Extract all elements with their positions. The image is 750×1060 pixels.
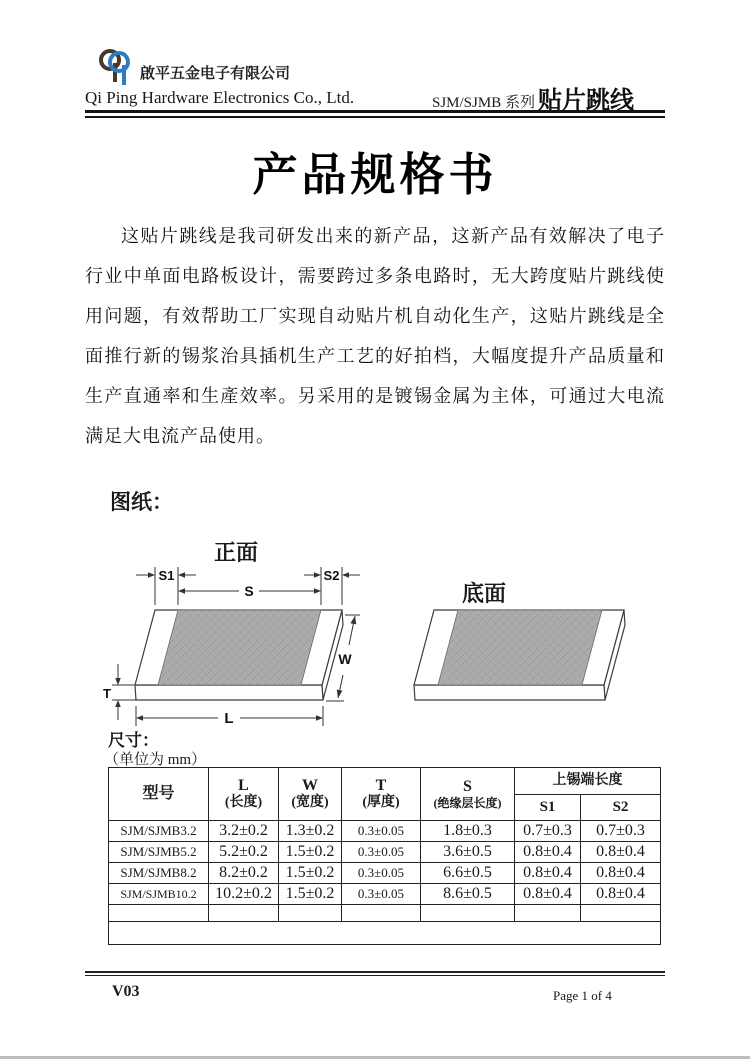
insulation-area-front bbox=[158, 610, 321, 685]
s2-cell: 0.7±0.3 bbox=[581, 821, 661, 842]
table-header-row-1 bbox=[109, 768, 661, 795]
spec-table bbox=[108, 767, 661, 945]
col-header-w-sub: (宽度) bbox=[291, 795, 329, 810]
dim-label-l: L bbox=[224, 710, 234, 727]
col-header-l-sub: (长度) bbox=[224, 795, 263, 810]
w-cell: 1.5±0.2 bbox=[279, 884, 342, 905]
page-bottom-edge bbox=[0, 1056, 750, 1059]
w-cell: 1.3±0.2 bbox=[279, 821, 342, 842]
table-row bbox=[109, 884, 661, 905]
col-header-s-letter: S bbox=[463, 778, 472, 795]
dim-label-s2: S2 bbox=[323, 568, 340, 583]
col-header-model bbox=[109, 768, 209, 821]
table-row bbox=[109, 863, 661, 884]
drawing-heading: 图纸： bbox=[110, 491, 173, 514]
insulation-area-bottom bbox=[438, 610, 602, 685]
col-header-model-label: 型号 bbox=[142, 785, 175, 802]
model-cell: SJM/SJMB8.2 bbox=[109, 863, 209, 884]
s-cell: 8.6±0.5 bbox=[421, 884, 515, 905]
col-header-tin bbox=[515, 768, 661, 795]
model-cell: SJM/SJMB3.2 bbox=[109, 821, 209, 842]
s1-cell: 0.8±0.4 bbox=[515, 863, 581, 884]
w-cell: 1.5±0.2 bbox=[279, 842, 342, 863]
dim-label-s: S bbox=[244, 583, 254, 599]
table-row bbox=[109, 821, 661, 842]
col-header-w bbox=[279, 768, 342, 821]
col-header-s1: S1 bbox=[515, 795, 581, 821]
empty-row bbox=[109, 905, 661, 922]
front-view-label: 正面 bbox=[213, 540, 258, 565]
company-logo-icon bbox=[96, 45, 138, 89]
t-cell: 0.3±0.05 bbox=[342, 821, 421, 842]
version-label: V03 bbox=[112, 983, 140, 1000]
s-cell: 6.6±0.5 bbox=[421, 863, 515, 884]
company-name-en: Qi Ping Hardware Electronics Co., Ltd. bbox=[85, 88, 355, 107]
footer-rule bbox=[85, 971, 665, 976]
size-heading: 尺寸： bbox=[108, 731, 159, 750]
series-label: SJM/SJMB 系列 bbox=[432, 95, 535, 111]
s-cell: 3.6±0.5 bbox=[421, 842, 515, 863]
col-header-w-letter: W bbox=[302, 777, 318, 794]
s1-cell: 0.8±0.4 bbox=[515, 884, 581, 905]
s-cell: 1.8±0.3 bbox=[421, 821, 515, 842]
l-cell: 10.2±0.2 bbox=[209, 884, 279, 905]
product-name-label: 贴片跳线 bbox=[538, 87, 634, 114]
page-number: Page 1 of 4 bbox=[553, 988, 612, 1003]
intro-paragraph: 这贴片跳线是我司研发出来的新产品，这新产品有效解决了电子行业中单面电路板设计，需要跨过多条电路时，无大跨度贴片跳线使用问题，有效帮助工厂实现自动贴片机自动化生产，这贴片跳线是全面推行新的锡浆治具插机生产工艺的好拍档，大幅度提升产品质量和生产直通率和生產效率。另采用的是镀锡金属为主体，可通过大电流满足大电流产品使用。 bbox=[85, 226, 665, 446]
empty-row-wide bbox=[109, 922, 661, 945]
s2-cell: 0.8±0.4 bbox=[581, 884, 661, 905]
model-cell: SJM/SJMB5.2 bbox=[109, 842, 209, 863]
w-cell: 1.5±0.2 bbox=[279, 863, 342, 884]
t-cell: 0.3±0.05 bbox=[342, 863, 421, 884]
col-header-l bbox=[209, 768, 279, 821]
col-header-s bbox=[421, 768, 515, 821]
l-cell: 3.2±0.2 bbox=[209, 821, 279, 842]
col-header-t-letter: T bbox=[375, 777, 387, 794]
bottom-view-diagram bbox=[372, 600, 642, 712]
dim-label-t: T bbox=[103, 686, 111, 701]
s2-cell: 0.8±0.4 bbox=[581, 842, 661, 863]
model-cell: SJM/SJMB10.2 bbox=[109, 884, 209, 905]
s2-cell: 0.8±0.4 bbox=[581, 863, 661, 884]
page-title: 产品规格书 bbox=[252, 149, 498, 200]
s1-cell: 0.7±0.3 bbox=[515, 821, 581, 842]
l-cell: 8.2±0.2 bbox=[209, 863, 279, 884]
header-rule bbox=[85, 110, 665, 118]
col-header-s2: S2 bbox=[581, 795, 661, 821]
col-header-tin-label: 上锡端长度 bbox=[552, 773, 623, 788]
col-header-t bbox=[342, 768, 421, 821]
t-cell: 0.3±0.05 bbox=[342, 884, 421, 905]
col-header-t-sub: (厚度) bbox=[362, 795, 400, 810]
front-view-diagram bbox=[92, 558, 362, 738]
col-header-s-sub: (绝缘层长度) bbox=[433, 796, 502, 810]
bottom-view-label: 底面 bbox=[461, 581, 506, 606]
dim-label-s1: S1 bbox=[158, 568, 175, 583]
unit-note: （单位为 mm） bbox=[104, 752, 207, 768]
t-cell: 0.3±0.05 bbox=[342, 842, 421, 863]
l-cell: 5.2±0.2 bbox=[209, 842, 279, 863]
s1-cell: 0.8±0.4 bbox=[515, 842, 581, 863]
dim-label-w: W bbox=[338, 651, 352, 667]
table-row bbox=[109, 842, 661, 863]
company-name-cn: 啟平五金电子有限公司 bbox=[140, 65, 291, 82]
col-header-l-letter: L bbox=[238, 777, 249, 794]
